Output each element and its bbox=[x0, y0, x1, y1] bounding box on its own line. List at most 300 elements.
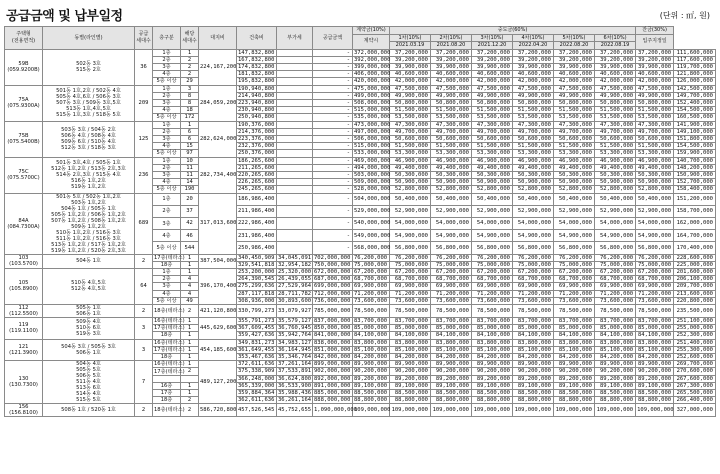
cell-vat bbox=[277, 230, 313, 242]
cell-m1: 84,200,000 bbox=[390, 354, 431, 361]
cell-undefined: 267,300,000 bbox=[674, 382, 716, 389]
cell-undefined: 213,600,000 bbox=[674, 290, 716, 297]
cell-m5: 84,100,000 bbox=[554, 332, 595, 339]
cell-vat bbox=[277, 150, 313, 157]
price-table-container bbox=[4, 26, 716, 470]
cell-supply: - bbox=[313, 78, 353, 85]
table-row bbox=[5, 404, 716, 417]
page-title: 공급금액 및 납부일정 bbox=[6, 9, 123, 24]
cell-m5: 49,900,000 bbox=[554, 92, 595, 99]
cell-m6: 50,600,000 bbox=[595, 135, 636, 142]
cell-m1: 90,200,000 bbox=[390, 368, 431, 375]
cell-m4: 89,900,000 bbox=[513, 361, 554, 368]
cell-m3: 37,200,000 bbox=[472, 49, 513, 56]
cell-m5: 73,600,000 bbox=[554, 297, 595, 304]
cell-floor: 5층 이상 bbox=[153, 78, 181, 85]
cell-undefined: 267,600,000 bbox=[674, 375, 716, 382]
cell-vat: 35,346,764 bbox=[278, 354, 312, 360]
cell-undefined: 117,600,000 bbox=[674, 56, 716, 63]
cell-type: 130 (130.7300) bbox=[5, 361, 43, 404]
cell-building: 264,390,545 bbox=[237, 276, 277, 283]
cell-floor-households: 1 bbox=[181, 121, 199, 128]
col-m5: 5차(10%) bbox=[554, 34, 595, 42]
cell-supply: - bbox=[313, 186, 353, 193]
cell-vat bbox=[277, 78, 313, 85]
cell-floor: 18층(테라스) bbox=[153, 304, 181, 317]
col-m3: 3차(10%) bbox=[472, 34, 513, 42]
cell-supply: - bbox=[313, 114, 353, 121]
cell-m6: 75,000,000 bbox=[595, 261, 636, 268]
cell-contract: 515,000,000 bbox=[354, 143, 391, 150]
col-m6: 6차(10%) bbox=[595, 34, 636, 42]
cell-m4: 52,900,000 bbox=[513, 205, 554, 217]
cell-m5: 69,900,000 bbox=[554, 283, 595, 290]
cell-balance: 84,100,000 bbox=[636, 332, 674, 339]
table-row bbox=[5, 317, 716, 324]
cell-floor: 16층(테라스) bbox=[154, 361, 185, 368]
cell-m6: 50,400,000 bbox=[595, 193, 636, 205]
cell-undefined: 140,700,000 bbox=[674, 157, 716, 164]
cell-m5: 90,200,000 bbox=[554, 368, 595, 375]
cell-supply: - bbox=[313, 150, 353, 157]
cell-vat: 34,045,091 bbox=[278, 254, 312, 261]
cell-undefined: 270,600,000 bbox=[674, 368, 716, 375]
cell-floor-households: 1 bbox=[181, 361, 199, 368]
cell-floor-households: 544 bbox=[181, 242, 199, 254]
cell-undefined: 159,900,000 bbox=[674, 150, 716, 157]
cell-contract: 78,500,000 bbox=[353, 304, 390, 317]
cell-balance: 76,200,000 bbox=[636, 254, 674, 261]
cell-m1: 75,000,000 bbox=[390, 261, 431, 268]
cell-m6: 49,900,000 bbox=[595, 92, 636, 99]
cell-contract: 392,000,000 bbox=[354, 56, 391, 63]
cell-supply: - bbox=[313, 128, 353, 135]
cell-floor-households: 20 bbox=[181, 193, 199, 205]
cell-m2: 53,500,000 bbox=[431, 114, 472, 121]
cell-m6: 56,800,000 bbox=[595, 242, 636, 254]
col-m2: 2차(10%) bbox=[431, 34, 472, 42]
cell-floor-households: 1 bbox=[181, 49, 199, 56]
cell-m3: 51,500,000 bbox=[472, 107, 513, 114]
cell-m1: 50,300,000 bbox=[390, 171, 431, 178]
cell-balance: 51,500,000 bbox=[636, 143, 674, 150]
cell-m5: 51,500,000 bbox=[554, 143, 595, 150]
cell-m3: 84,200,000 bbox=[472, 354, 513, 361]
cell-m5: 49,400,000 bbox=[554, 164, 595, 171]
cell-balance: 88,500,000 bbox=[636, 390, 674, 397]
cell-m2: 50,900,000 bbox=[431, 179, 472, 186]
cell-m4: 88,500,000 bbox=[513, 390, 554, 397]
cell-floor-households: 1 bbox=[181, 254, 199, 261]
col-supply: 공급금액 bbox=[313, 27, 353, 50]
cell-contract: 372,000,000 bbox=[354, 49, 391, 56]
cell-land: 282,734,400 bbox=[199, 157, 237, 193]
cell-building: 349,831,273 bbox=[237, 339, 277, 346]
cell-balance: 49,700,000 bbox=[636, 128, 674, 135]
cell-vat bbox=[277, 179, 313, 186]
cell-m1: 49,700,000 bbox=[390, 128, 431, 135]
cell-m4: 49,900,000 bbox=[513, 92, 554, 99]
cell-m6: 83,800,000 bbox=[595, 339, 636, 346]
cell-contract: 506,000,000 bbox=[354, 135, 391, 142]
cell-floor: 2층 bbox=[153, 56, 181, 63]
cell-m1: 51,500,000 bbox=[390, 143, 431, 150]
cell-floor: 16층 bbox=[153, 382, 181, 389]
cell-m1: 109,000,000 bbox=[390, 404, 431, 417]
cell-balance: 89,200,000 bbox=[636, 375, 674, 382]
cell-m5: 83,800,000 bbox=[554, 339, 595, 346]
cell-households: 64 bbox=[135, 268, 153, 304]
cell-dong: 510동 4호,5호 512동 4호,5호 bbox=[43, 268, 135, 304]
cell-building: 195,832,800 bbox=[237, 78, 277, 85]
cell-contract: 528,000,000 bbox=[354, 186, 391, 193]
cell-building: 359,427,636 bbox=[237, 332, 277, 339]
cell-m1: 50,900,000 bbox=[390, 179, 431, 186]
cell-supply: - bbox=[313, 143, 353, 150]
cell-m3: 75,000,000 bbox=[472, 261, 513, 268]
col-m4-date: 2022.04.20 bbox=[513, 42, 554, 50]
cell-floor: 16층(테라스) bbox=[154, 339, 185, 346]
cell-m3: 83,800,000 bbox=[472, 339, 513, 346]
cell-building: 366,248,000 bbox=[237, 375, 277, 382]
cell-m1: 39,900,000 bbox=[390, 63, 431, 70]
cell-m3: 50,600,000 bbox=[472, 135, 513, 142]
cell-households: 2 bbox=[135, 404, 153, 417]
cell-floor: 2층 bbox=[153, 276, 181, 283]
cell-m5: 109,000,000 bbox=[554, 404, 595, 417]
cell-supply: 888,000,000 bbox=[313, 397, 353, 404]
cell-m5: 78,500,000 bbox=[554, 304, 595, 317]
cell-m4: 83,700,000 bbox=[513, 317, 554, 324]
cell-contract: 89,200,000 bbox=[353, 375, 390, 382]
cell-supply: 892,000,000 bbox=[313, 375, 353, 382]
cell-undefined: 265,500,000 bbox=[674, 390, 716, 397]
cell-m2: 90,200,000 bbox=[431, 368, 472, 375]
cell-m2: 89,200,000 bbox=[431, 375, 472, 382]
cell-m2: 42,000,000 bbox=[431, 78, 472, 85]
cell-vat: 36,261,164 bbox=[278, 397, 312, 404]
cell-m6: 84,100,000 bbox=[595, 332, 636, 339]
cell-m6: 89,900,000 bbox=[595, 361, 636, 368]
cell-floor-households: 1 bbox=[181, 339, 199, 346]
cell-m1: 46,900,000 bbox=[390, 157, 431, 164]
cell-m4: 50,800,000 bbox=[513, 99, 554, 106]
cell-dong: 501동 3호,4호 / 505동 1호 512동 1호,2호 / 513동 2호,3호 514동 2호,3호 / 515동 4호 516동 1호,2호 519동 1호,2호 bbox=[43, 157, 135, 193]
cell-balance: 78,500,000 bbox=[636, 304, 674, 317]
cell-m3: 42,000,000 bbox=[472, 78, 513, 85]
table-row bbox=[5, 121, 716, 128]
cell-supply: 841,000,000 bbox=[313, 332, 353, 339]
cell-m4: 89,200,000 bbox=[513, 375, 554, 382]
col-m4: 4차(10%) bbox=[513, 34, 554, 42]
cell-m2: 49,400,000 bbox=[431, 164, 472, 171]
col-vat: 부가세 bbox=[277, 27, 313, 50]
cell-undefined: 149,700,000 bbox=[674, 92, 716, 99]
cell-m6: 53,300,000 bbox=[595, 150, 636, 157]
cell-m1: 89,200,000 bbox=[390, 375, 431, 382]
cell-balance: 88,800,000 bbox=[636, 397, 674, 404]
col-contract: 계약시 bbox=[353, 34, 390, 49]
cell-contract: 69,900,000 bbox=[353, 283, 390, 290]
cell-m3: 50,400,000 bbox=[472, 193, 513, 205]
cell-m3: 39,200,000 bbox=[472, 56, 513, 63]
cell-land: 421,120,800 bbox=[199, 304, 237, 317]
cell-m6: 85,000,000 bbox=[595, 325, 636, 332]
cell-building: 330,799,273 bbox=[237, 304, 277, 317]
cell-floor: 17층(테라스) bbox=[154, 346, 185, 353]
cell-m1: 78,500,000 bbox=[390, 304, 431, 317]
col-land: 대지비 bbox=[199, 27, 237, 50]
cell-floor-households: 10 bbox=[181, 157, 199, 164]
cell-vat: 36,533,900 bbox=[278, 382, 312, 389]
cell-dong: 503동 3호 / 504동 2호 506동 4호 / 508동 4호 509동 6호 / 510동 4호 512동 3호 / 518동 3호 bbox=[43, 121, 135, 157]
cell-m6: 50,900,000 bbox=[595, 179, 636, 186]
cell-m2: 73,600,000 bbox=[431, 297, 472, 304]
cell-m3: 88,800,000 bbox=[472, 397, 513, 404]
cell-m6: 51,500,000 bbox=[595, 143, 636, 150]
cell-vat: 35,988,436 bbox=[278, 390, 312, 397]
cell-vat: 25,320,000 bbox=[278, 268, 312, 275]
cell-supply: - bbox=[313, 56, 353, 63]
cell-contract: 549,000,000 bbox=[353, 230, 390, 242]
cell-m3: 89,900,000 bbox=[472, 361, 513, 368]
cell-m6: 42,000,000 bbox=[595, 78, 636, 85]
cell-floor: 1층 bbox=[153, 193, 181, 205]
cell-households: 209 bbox=[135, 85, 153, 121]
cell-m2: 83,700,000 bbox=[431, 317, 472, 324]
cell-m6: 52,800,000 bbox=[595, 186, 636, 193]
cell-m2: 46,900,000 bbox=[431, 157, 472, 164]
cell-undefined: 206,100,000 bbox=[674, 276, 716, 283]
cell-floor: 5층 이상 bbox=[153, 114, 181, 121]
cell-supply: - bbox=[313, 171, 353, 178]
cell-m6: 49,700,000 bbox=[595, 128, 636, 135]
cell-undefined: 327,000,000 bbox=[674, 404, 716, 417]
cell-m5: 53,300,000 bbox=[554, 150, 595, 157]
cell-contract: 509,000,000 bbox=[354, 179, 391, 186]
cell-floor: 1층 bbox=[153, 49, 181, 56]
cell-building: 181,832,800 bbox=[237, 71, 277, 78]
cell-m1: 76,200,000 bbox=[390, 254, 431, 261]
cell-m1: 89,900,000 bbox=[390, 361, 431, 368]
cell-dong: 501동 1호,2호 / 502동 4호 505동 4호,6호 / 506동 3호 507동 3호 / 509동 3호,5호 513동 1호,4호,5호 515동 1호,3호 / 518동 5호 bbox=[43, 85, 135, 121]
cell-floor-households: 1 bbox=[181, 332, 199, 339]
cell-building: 275,299,636 bbox=[237, 283, 277, 290]
cell-building: 223,376,000 bbox=[237, 135, 277, 142]
cell-floor-households: 2 bbox=[181, 404, 199, 417]
cell-undefined: 152,400,000 bbox=[674, 99, 716, 106]
cell-floor-households: 2 bbox=[181, 71, 199, 78]
cell-contract: 84,100,000 bbox=[353, 332, 390, 339]
cell-undefined: 151,800,000 bbox=[674, 135, 716, 142]
cell-supply: - bbox=[313, 49, 353, 56]
cell-m5: 89,900,000 bbox=[554, 361, 595, 368]
cell-m2: 88,800,000 bbox=[431, 397, 472, 404]
cell-floor: 3층 bbox=[153, 171, 181, 178]
cell-building: 230,940,800 bbox=[237, 107, 277, 114]
cell-households: 3 bbox=[135, 339, 153, 361]
cell-undefined: 158,400,000 bbox=[674, 186, 716, 193]
cell-vat bbox=[277, 143, 313, 150]
table-header bbox=[5, 27, 716, 50]
cell-m5: 51,500,000 bbox=[554, 107, 595, 114]
cell-land: 396,170,400 bbox=[199, 268, 237, 304]
cell-undefined: 154,500,000 bbox=[674, 143, 716, 150]
cell-floor-households: 190 bbox=[181, 186, 199, 193]
cell-balance: 89,100,000 bbox=[636, 382, 674, 389]
cell-supply: - bbox=[313, 242, 353, 254]
cell-m5: 71,200,000 bbox=[554, 290, 595, 297]
cell-vat: 37,533,891 bbox=[278, 368, 312, 375]
cell-m1: 84,100,000 bbox=[390, 332, 431, 339]
cell-floor: 17층(테라스) bbox=[154, 368, 185, 375]
cell-undefined: 158,700,000 bbox=[674, 205, 716, 217]
cell-households: 689 bbox=[135, 193, 153, 254]
cell-m1: 71,200,000 bbox=[390, 290, 431, 297]
cell-balance: 83,700,000 bbox=[636, 317, 674, 324]
cell-m5: 75,000,000 bbox=[554, 261, 595, 268]
cell-m4: 50,600,000 bbox=[513, 135, 554, 142]
cell-floor-households: 1 bbox=[181, 390, 199, 397]
cell-floor: 5층 이상 bbox=[153, 150, 181, 157]
cell-m4: 68,700,000 bbox=[513, 276, 554, 283]
cell-floor: 5층 이상 bbox=[153, 297, 181, 304]
cell-floor: 18층(테라스) bbox=[153, 404, 181, 417]
cell-m2: 47,500,000 bbox=[431, 85, 472, 92]
cell-vat bbox=[277, 92, 313, 99]
cell-undefined: 252,300,000 bbox=[674, 332, 716, 339]
cell-land: 454,185,600 bbox=[199, 339, 237, 361]
cell-m2: 40,600,000 bbox=[431, 71, 472, 78]
col-type: 주택형 (전용면적) bbox=[5, 27, 43, 50]
cell-balance: 47,500,000 bbox=[636, 85, 674, 92]
cell-m2: 54,900,000 bbox=[431, 230, 472, 242]
cell-m4: 51,500,000 bbox=[513, 143, 554, 150]
cell-balance: 47,300,000 bbox=[636, 121, 674, 128]
cell-dong: 504동 1호 bbox=[43, 254, 135, 268]
cell-m5: 83,700,000 bbox=[554, 317, 595, 324]
cell-m6: 47,500,000 bbox=[595, 85, 636, 92]
cell-vat: 36,164,945 bbox=[278, 346, 312, 353]
cell-m2: 50,400,000 bbox=[431, 193, 472, 205]
cell-supply: - bbox=[313, 63, 353, 70]
cell-m1: 83,800,000 bbox=[390, 339, 431, 346]
cell-m2: 76,200,000 bbox=[431, 254, 472, 261]
cell-m4: 90,200,000 bbox=[513, 368, 554, 375]
cell-m4: 85,100,000 bbox=[513, 346, 554, 353]
cell-supply: 837,000,000 bbox=[313, 317, 353, 324]
cell-floor-households: 1 bbox=[181, 268, 199, 275]
cell-m2: 84,100,000 bbox=[431, 332, 472, 339]
cell-m6: 88,800,000 bbox=[595, 397, 636, 404]
cell-m4: 47,300,000 bbox=[513, 121, 554, 128]
cell-land: 489,127,200 bbox=[199, 361, 237, 404]
cell-m2: 50,300,000 bbox=[431, 171, 472, 178]
col-m6-date: 2022.08.19 bbox=[595, 42, 636, 50]
cell-balance: 39,900,000 bbox=[636, 63, 674, 70]
cell-vat bbox=[277, 99, 313, 106]
cell-floor-households: 1 bbox=[181, 354, 199, 361]
cell-contract: 499,000,000 bbox=[354, 92, 391, 99]
cell-m5: 68,700,000 bbox=[554, 276, 595, 283]
cell-m6: 84,200,000 bbox=[595, 354, 636, 361]
cell-building: 365,339,000 bbox=[237, 382, 277, 389]
cell-floor-households: 3 bbox=[181, 85, 199, 92]
cell-m6: 90,200,000 bbox=[595, 368, 636, 375]
cell-supply: 851,000,000 bbox=[313, 346, 353, 353]
cell-floor-households: 49 bbox=[181, 297, 199, 304]
table-row bbox=[5, 157, 716, 164]
cell-m5: 85,000,000 bbox=[554, 325, 595, 332]
cell-m3: 85,100,000 bbox=[472, 346, 513, 353]
cell-m3: 83,700,000 bbox=[472, 317, 513, 324]
cell-balance: 39,200,000 bbox=[636, 56, 674, 63]
cell-vat: 32,954,182 bbox=[278, 261, 312, 268]
cell-m2: 85,000,000 bbox=[431, 325, 472, 332]
cell-vat bbox=[277, 85, 313, 92]
cell-m4: 83,800,000 bbox=[513, 339, 554, 346]
cell-contract: 473,000,000 bbox=[354, 121, 391, 128]
table-row bbox=[5, 361, 716, 368]
cell-supply: 902,000,000 bbox=[313, 368, 353, 375]
cell-m3: 78,500,000 bbox=[472, 304, 513, 317]
cell-undefined: 162,000,000 bbox=[674, 217, 716, 229]
col-building: 건축비 bbox=[237, 27, 277, 50]
cell-vat bbox=[277, 56, 313, 63]
cell-m6: 73,600,000 bbox=[595, 297, 636, 304]
cell-m3: 40,600,000 bbox=[472, 71, 513, 78]
cell-m4: 54,000,000 bbox=[513, 217, 554, 229]
cell-m6: 50,800,000 bbox=[595, 99, 636, 106]
cell-building: 223,940,800 bbox=[237, 99, 277, 106]
cell-floor-households: 42 bbox=[181, 217, 199, 229]
cell-m3: 49,700,000 bbox=[472, 128, 513, 135]
cell-balance: 50,900,000 bbox=[636, 179, 674, 186]
cell-m4: 50,300,000 bbox=[513, 171, 554, 178]
cell-m6: 67,200,000 bbox=[595, 268, 636, 275]
cell-building: 167,832,800 bbox=[237, 56, 277, 63]
cell-m4: 84,200,000 bbox=[513, 354, 554, 361]
cell-m5: 47,500,000 bbox=[554, 85, 595, 92]
cell-supply: - bbox=[313, 164, 353, 171]
cell-m4: 37,200,000 bbox=[513, 49, 554, 56]
cell-m6: 39,200,000 bbox=[595, 56, 636, 63]
cell-type: 121 (121.3900) bbox=[5, 339, 43, 361]
cell-contract: 88,500,000 bbox=[353, 390, 390, 397]
cell-m1: 40,600,000 bbox=[390, 71, 431, 78]
col-m3-date: 2021.12.20 bbox=[472, 42, 513, 50]
cell-m1: 39,200,000 bbox=[390, 56, 431, 63]
cell-m4: 109,000,000 bbox=[513, 404, 554, 417]
cell-m4: 84,100,000 bbox=[513, 332, 554, 339]
cell-building: 186,265,600 bbox=[237, 157, 277, 164]
cell-balance: 85,000,000 bbox=[636, 325, 674, 332]
cell-m4: 69,900,000 bbox=[513, 283, 554, 290]
cell-floor-households bbox=[181, 375, 199, 382]
cell-dong: 508동 1호 / 520동 1호 bbox=[43, 404, 135, 417]
cell-building: 362,611,636 bbox=[237, 397, 277, 404]
cell-balance: 40,600,000 bbox=[636, 71, 674, 78]
cell-floor: 4층 bbox=[153, 71, 181, 78]
cell-building: 308,936,000 bbox=[237, 297, 277, 304]
cell-m4: 50,900,000 bbox=[513, 179, 554, 186]
cell-floor: 18층 bbox=[153, 332, 181, 339]
cell-vat: 36,624,800 bbox=[278, 375, 312, 382]
cell-m2: 47,300,000 bbox=[431, 121, 472, 128]
cell-balance: 54,000,000 bbox=[636, 217, 674, 229]
cell-undefined: 154,500,000 bbox=[674, 107, 716, 114]
cell-balance: 54,900,000 bbox=[636, 230, 674, 242]
